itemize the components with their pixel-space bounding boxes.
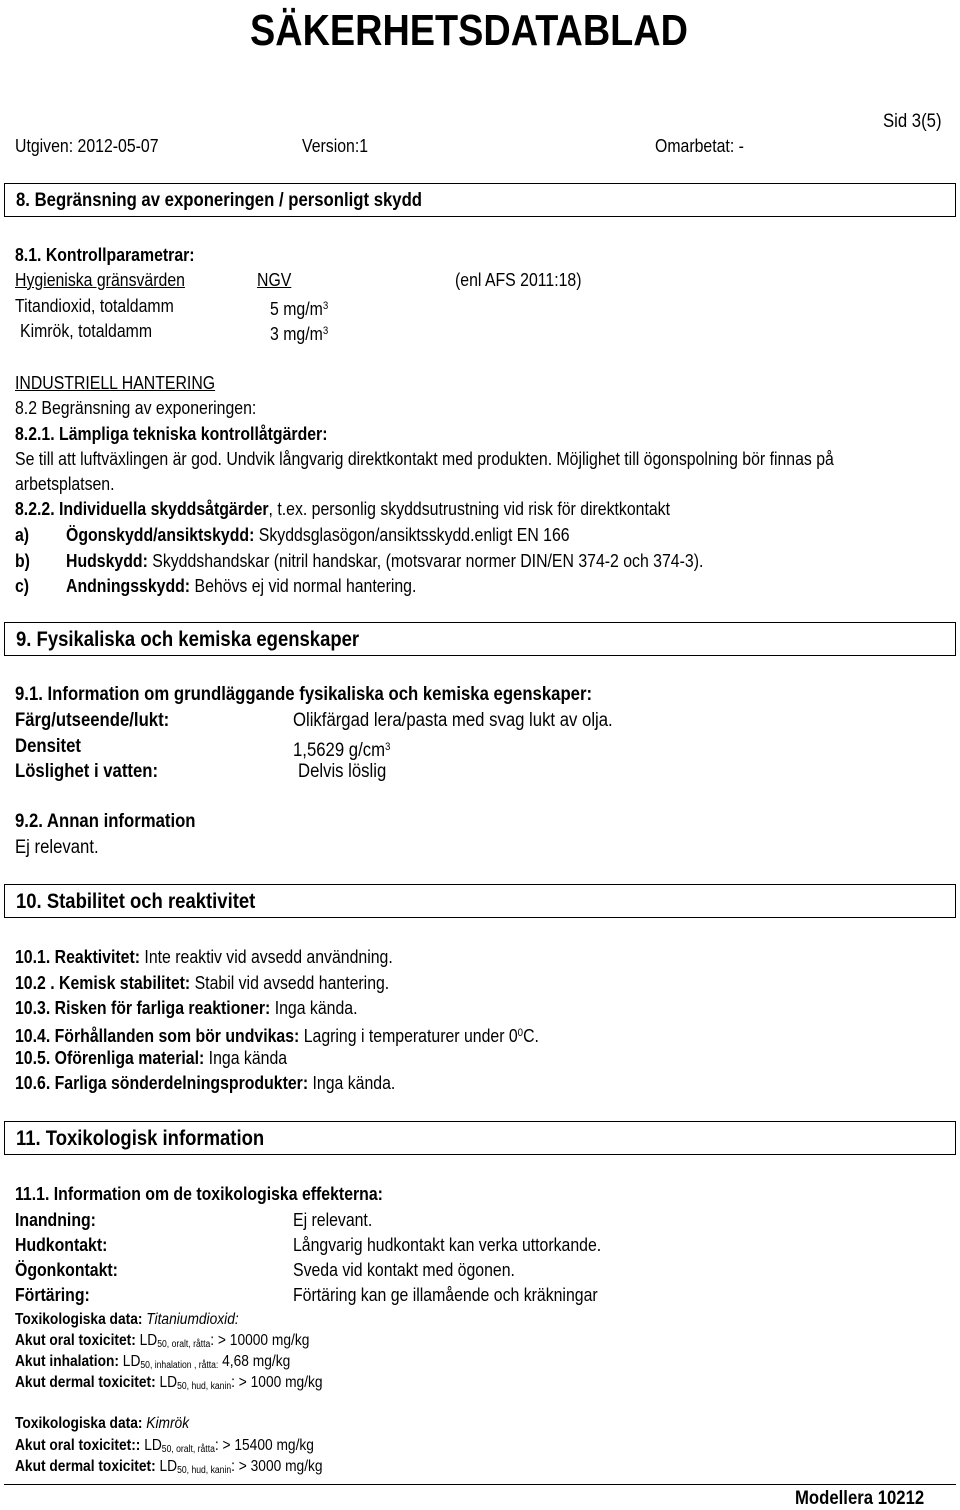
section-11-header xyxy=(4,1121,956,1155)
effect-label: Inandning: xyxy=(15,1210,96,1230)
reactivity-item: 10.3. Risken för farliga reaktioner: Inga kända. xyxy=(15,998,358,1018)
reactivity-item: 10.2 . Kemisk stabilitet: Stabil vid avsedd hantering. xyxy=(15,973,390,993)
limit-value: 5 $mg/m^3$ xyxy=(270,299,329,319)
industrial-heading: INDUSTRIELL HANTERING xyxy=(15,373,216,393)
property-value: 1,5629 $g/cm^3$ xyxy=(293,740,391,761)
section-8-title: 8. Begränsning av exponeringen / personligt skydd xyxy=(16,190,423,211)
effect-label: Ögonkontakt: xyxy=(15,1260,118,1280)
tox-row: Akut oral toxicitet: $LD_{50, oralt, råtta}$: > 10000 mg/kg xyxy=(15,1332,310,1350)
effect-label: Hudkontakt: xyxy=(15,1235,108,1255)
protection-item: Hudskydd: Skyddshandskar (nitril handskar, (motsvarar normer DIN/EN 374-2 och 374-3). xyxy=(66,551,704,571)
section-9-1-heading: 9.1. Information om grundläggande fysikaliska och kemiska egenskaper: xyxy=(15,684,593,705)
section-11-title: 11. Toxikologisk information xyxy=(16,1127,265,1150)
document-title: SÄKERHETSDATABLAD xyxy=(250,6,688,55)
section-8-2-1-text-cont: arbetsplatsen. xyxy=(15,474,115,494)
section-8-2-1-text: Se till att luftväxlingen är god. Undvik långvarig direktkontakt med produkten. Möjlighet till ögonspolning bör finnas på xyxy=(15,449,834,469)
tox-row: Akut dermal toxicitet: $LD_{50, hud, kanin}$: > 3000 mg/kg xyxy=(15,1458,323,1476)
footer-product: Modellera 10212 xyxy=(795,1488,925,1509)
section-8-1-heading: 8.1. Kontrollparametrar: xyxy=(15,245,195,265)
tox-data-heading: Toxikologiska data: Titaniumdioxid: xyxy=(15,1311,239,1328)
section-9-title: 9. Fysikaliska och kemiska egenskaper xyxy=(16,628,360,651)
limit-substance: Titandioxid, totaldamm xyxy=(15,296,174,316)
protection-item: Ögonskydd/ansiktskydd: Skyddsglasögon/ansiktsskydd.enligt EN 166 xyxy=(66,525,570,545)
property-value: Delvis löslig xyxy=(298,761,387,782)
revised: Omarbetat: - xyxy=(655,136,744,156)
section-8-2-1-heading: 8.2.1. Lämpliga tekniska kontrollåtgärder: xyxy=(15,424,328,444)
reactivity-item: 10.4. Förhållanden som bör undvikas: Lagring i temperaturer under $0^0C$. xyxy=(15,1026,539,1046)
limits-col3: (enl AFS 2011:18) xyxy=(455,270,582,290)
reactivity-item: 10.1. Reaktivitet: Inte reaktiv vid avsedd användning. xyxy=(15,947,393,967)
property-label: Densitet xyxy=(15,736,81,757)
protection-item: Andningsskydd: Behövs ej vid normal hantering. xyxy=(66,576,417,596)
section-9-2-text: Ej relevant. xyxy=(15,837,99,858)
effect-value: Långvarig hudkontakt kan verka uttorkande. xyxy=(293,1235,602,1255)
property-label: Löslighet i vatten: xyxy=(15,761,159,782)
page-number: Sid 3(5) xyxy=(883,111,942,132)
issued-date: Utgiven: 2012-05-07 xyxy=(15,136,159,156)
effect-value: Ej relevant. xyxy=(293,1210,373,1230)
reactivity-item: 10.5. Oförenliga material: Inga kända xyxy=(15,1048,288,1068)
section-8-2-heading: 8.2 Begränsning av exponeringen: xyxy=(15,398,257,418)
reactivity-item: 10.6. Farliga sönderdelningsprodukter: Inga kända. xyxy=(15,1073,396,1093)
limit-value: 3 $mg/m^3$ xyxy=(270,324,329,344)
limit-substance: Kimrök, totaldamm xyxy=(20,321,153,341)
item-letter: b) xyxy=(15,551,30,571)
section-11-1-heading: 11.1. Information om de toxikologiska effekterna: xyxy=(15,1184,383,1204)
section-8-2-2-line: 8.2.2. Individuella skyddsåtgärder, t.ex. personlig skyddsutrustning vid risk för direktkontakt xyxy=(15,499,671,519)
item-letter: c) xyxy=(15,576,30,596)
tox-data-heading: Toxikologiska data: Kimrök xyxy=(15,1415,190,1432)
tox-row: Akut oral toxicitet:: $LD_{50, oralt, råtta}$: > 15400 mg/kg xyxy=(15,1437,314,1455)
version: Version:1 xyxy=(302,136,369,156)
tox-row: Akut dermal toxicitet: $LD_{50, hud, kanin}$: > 1000 mg/kg xyxy=(15,1374,323,1392)
section-10-title: 10. Stabilitet och reaktivitet xyxy=(16,890,256,913)
property-value: Olikfärgad lera/pasta med svag lukt av olja. xyxy=(293,710,613,731)
tox-row: Akut inhalation: $LD_{50, inhalation , råtta:}$ 4,68 mg/kg xyxy=(15,1353,291,1371)
section-8-header xyxy=(4,183,956,217)
section-9-2-heading: 9.2. Annan information xyxy=(15,811,196,832)
limits-col2: NGV xyxy=(257,270,292,290)
section-10-header xyxy=(4,884,956,918)
property-label: Färg/utseende/lukt: xyxy=(15,710,170,731)
effect-value: Förtäring kan ge illamående och kräkningar xyxy=(293,1285,598,1305)
section-9-header xyxy=(4,622,956,656)
limits-col1: Hygieniska gränsvärden xyxy=(15,270,185,290)
effect-value: Sveda vid kontakt med ögonen. xyxy=(293,1260,515,1280)
item-letter: a) xyxy=(15,525,30,545)
effect-label: Förtäring: xyxy=(15,1285,90,1305)
footer-rule xyxy=(4,1484,956,1485)
